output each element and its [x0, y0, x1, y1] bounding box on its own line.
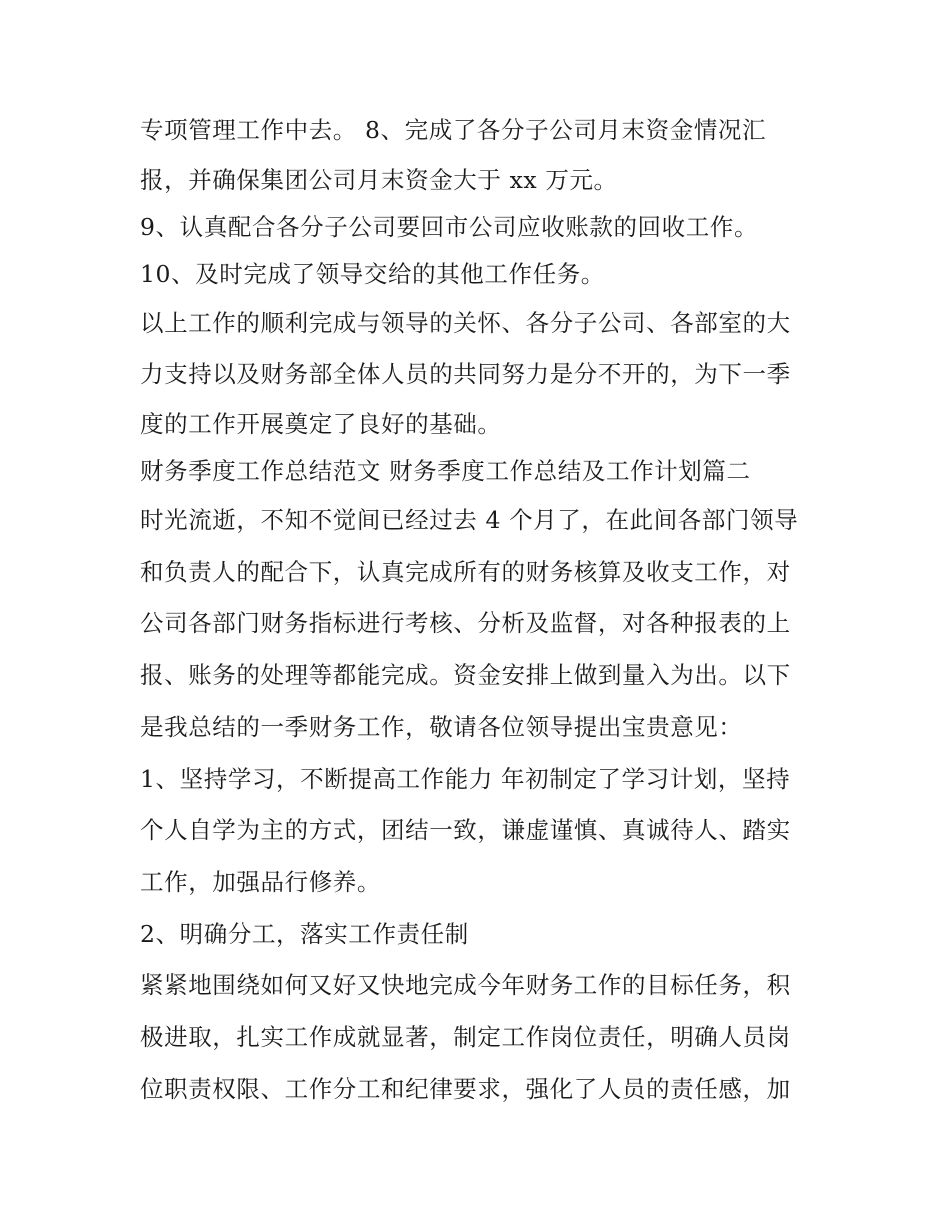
subheading: 2、明确分工，落实工作责任制 — [140, 919, 469, 948]
text-line: 报、账务的处理等都能完成。资金安排上做到量入为出。以下 — [140, 661, 791, 690]
text-line: 和负责人的配合下，认真完成所有的财务核算及收支工作，对 — [140, 557, 791, 586]
text-line: 时光流逝，不知不觉间已经过去 4 个月了，在此间各部门领导 — [140, 506, 799, 535]
text-line: 工作，加强品行修养。 — [140, 867, 381, 896]
text-line: 公司各部门财务指标进行考核、分析及监督，对各种报表的上 — [140, 609, 791, 638]
text-line: 力支持以及财务部全体人员的共同努力是分不开的，为下一季 — [140, 360, 791, 389]
text-line: 个人自学为主的方式，团结一致，谦虚谨慎、真诚待人、踏实 — [140, 816, 791, 845]
text-line: 极进取，扎实工作成就显著，制定工作岗位责任，明确人员岗 — [140, 1022, 791, 1051]
text-line: 以上工作的顺利完成与领导的关怀、各分子公司、各部室的大 — [140, 308, 791, 337]
text-line: 紧紧地围绕如何又好又快地完成今年财务工作的目标任务，积 — [140, 971, 791, 1000]
section-heading: 财务季度工作总结范文 财务季度工作总结及工作计划篇二 — [140, 457, 751, 486]
text-line: 度的工作开展奠定了良好的基础。 — [140, 410, 502, 439]
text-line: 10、及时完成了领导交给的其他工作任务。 — [140, 259, 605, 288]
document-body — [140, 105, 820, 1115]
text-line: 9、认真配合各分子公司要回市公司应收账款的回收工作。 — [140, 212, 759, 241]
text-line: 专项管理工作中去。 8、完成了各分子公司月末资金情况汇 — [140, 116, 767, 144]
text-line: 报，并确保集团公司月末资金大于 xx 万元。 — [140, 165, 618, 194]
text-line: 1、坚持学习，不断提高工作能力 年初制定了学习计划，坚持 — [140, 764, 791, 793]
text-line: 位职责权限、工作分工和纪律要求，强化了人员的责任感，加 — [140, 1074, 791, 1103]
text-line: 是我总结的一季财务工作，敬请各位领导提出宝贵意见： — [140, 712, 743, 741]
